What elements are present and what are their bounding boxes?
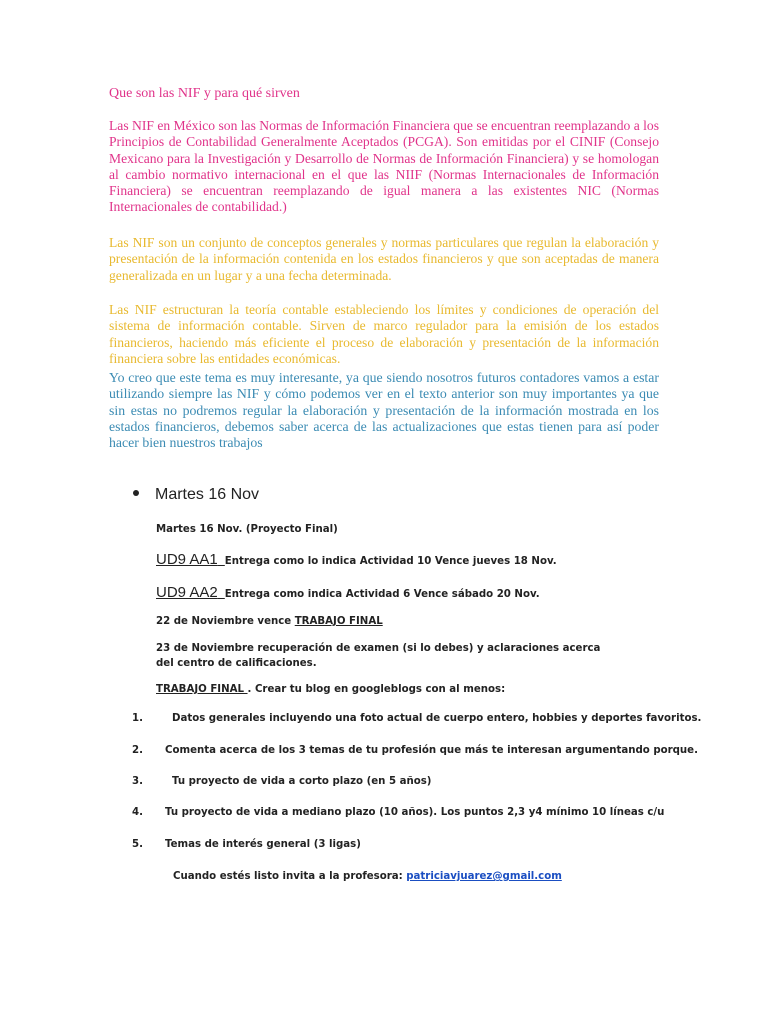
list-text: Tu proyecto de vida a corto plazo (en 5 años) [172, 776, 432, 787]
trabajo-final-instructions [156, 684, 505, 695]
section-heading [133, 486, 259, 504]
trabajo-final-label[interactable]: TRABAJO FINAL [156, 684, 248, 695]
list-number: 2. [132, 745, 143, 756]
task-code-aa1: UD9 AA1 [156, 551, 218, 568]
task-text-aa1: Entrega como lo indica Actividad 10 Vence jueves 18 Nov. [224, 556, 557, 567]
list-text: Temas de interés general (3 ligas) [165, 839, 361, 850]
section-subheading: Martes 16 Nov. (Proyecto Final) [156, 524, 338, 535]
task-text-aa2: Entrega como indica Actividad 6 Vence sábado 20 Nov. [224, 589, 540, 600]
trabajo-final-text: . Crear tu blog en googleblogs con al menos: [247, 684, 506, 695]
list-item [132, 745, 698, 756]
bullet-icon [133, 490, 139, 496]
list-number: 3. [132, 776, 143, 787]
list-item [132, 807, 665, 818]
list-item [132, 839, 361, 850]
list-number: 5. [132, 839, 143, 850]
paragraph-nif-concepts: Las NIF son un conjunto de conceptos generales y normas particulares que regulan la elaboración y presentación de la información contenida en los estados financieros y que son aceptadas de manera generalizada en un lugar y a una fecha determinada. [109, 235, 659, 283]
list-text: Comenta acerca de los 3 temas de tu profesión que más te interesan argumentando porque. [165, 745, 698, 756]
paragraph-nif-definition: Las NIF en México son las Normas de Información Financiera que se encuentran reemplazando a los Principios de Contabilidad Generalmente Aceptados (PCGA). Son emitidas por el CINIF (Consejo Mexicano para la Investigación y Desarrollo de Normas de Información Financiera) y se homologan al cambio normativo internacional en el que las NIIF (Normas Internacionales de Información Financiera) se encuentran reemplazando de igual manera a las existentes NIC (Normas Internacionales de contabilidad.) [109, 118, 659, 215]
deadline-nov23: 23 de Noviembre recuperación de examen (si lo debes) y aclaraciones acerca del centro de calificaciones. [156, 643, 601, 669]
list-number: 1. [132, 713, 143, 724]
list-item [132, 713, 702, 724]
invite-line [173, 871, 562, 882]
invite-text: Cuando estés listo invita a la profesora: [173, 871, 407, 882]
deadline-nov22-text: 22 de Noviembre vence [156, 616, 295, 627]
list-item [132, 776, 432, 787]
paragraph-nif-structure: Las NIF estructuran la teoría contable estableciendo los límites y condiciones de operación del sistema de información contable. Sirven de marco regulador para la emisión de los estados financieros, haciendo más eficiente el proceso de elaboración y presentación de la información financiera sobre las entidades económicas. [109, 302, 659, 366]
list-text: Datos generales incluyendo una foto actual de cuerpo entero, hobbies y deportes favoritos. [172, 713, 702, 724]
paragraph-opinion: Yo creo que este tema es muy interesante, ya que siendo nosotros futuros contadores vamos a estar utilizando siempre las NIF y cómo podemos ver en el texto anterior son muy importantes ya que sin estas no podremos regular la elaboración y presentación de la información mostrada en los estados financieros, debemos saber acerca de las actualizaciones que estas tienen para así poder hacer bien nuestros trabajos [109, 370, 659, 451]
task-ud9-aa1 [156, 551, 557, 568]
email-link[interactable]: patriciavjuarez@gmail.com [406, 871, 562, 882]
section-heading-text: Martes 16 Nov [155, 486, 260, 503]
trabajo-final-link[interactable]: TRABAJO FINAL [294, 616, 383, 627]
task-code-aa2: UD9 AA2 [156, 584, 218, 601]
document-title: Que son las NIF y para qué sirven [109, 86, 300, 101]
list-text: Tu proyecto de vida a mediano plazo (10 años). Los puntos 2,3 y4 mínimo 10 líneas c/u [165, 807, 665, 818]
deadline-nov22 [156, 616, 383, 627]
task-ud9-aa2 [156, 584, 540, 601]
list-number: 4. [132, 807, 143, 818]
